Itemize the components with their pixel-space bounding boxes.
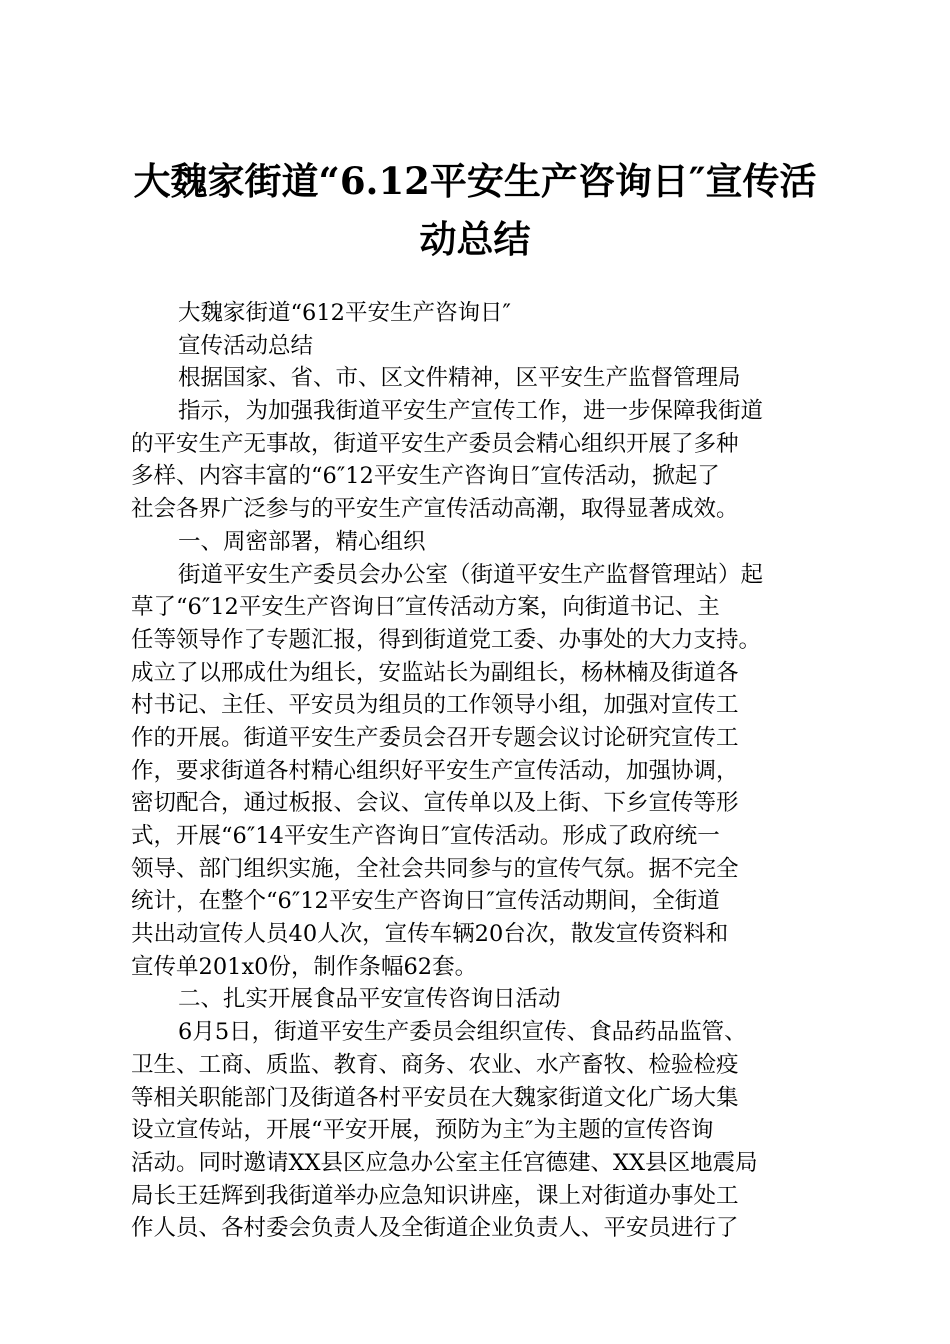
body-line: 共出动宣传人员40人次，宣传车辆20台次，散发宣传资料和 [131, 921, 729, 948]
body-line: 社会各界广泛参与的平安生产宣传活动高潮，取得显著成效。 [131, 496, 739, 523]
body-line: 活动。同时邀请XX县区应急办公室主任宫德建、XX县区地震局 [131, 1149, 758, 1176]
body-line: 密切配合，通过板报、会议、宣传单以及上街、下乡宣传等形 [131, 790, 739, 817]
document-body [131, 297, 831, 1245]
document-title [100, 152, 850, 268]
body-line: 领导、部门组织实施，全社会共同参与的宣传气氛。据不完全 [131, 855, 739, 882]
section-heading-1: 一、周密部署，精心组织 [178, 528, 426, 555]
body-line: 作人员、各村委会负责人及全街道企业负责人、平安员进行了 [131, 1215, 739, 1242]
body-line: 成立了以邢成仕为组长，安监站长为副组长，杨林楠及街道各 [131, 659, 739, 686]
body-line: 等相关职能部门及街道各村平安员在大魏家街道文化广场大集 [131, 1084, 739, 1111]
body-line: 设立宣传站，开展“平安开展，预防为主″为主题的宣传咨询 [131, 1117, 714, 1144]
body-line: 6月5日，街道平安生产委员会组织宣传、食品药品监管、 [178, 1019, 747, 1046]
body-line: 草了“6″12平安生产咨询日″宣传活动方案，向街道书记、主 [131, 594, 720, 621]
body-line: 宣传单201x0份，制作条幅62套。 [131, 953, 478, 980]
body-line: 指示，为加强我街道平安生产宣传工作，进一步保障我街道 [178, 398, 764, 425]
body-line: 作的开展。街道平安生产委员会召开专题会议讨论研究宣传工 [131, 724, 739, 751]
body-line: 根据国家、省、市、区文件精神，区平安生产监督管理局 [178, 365, 741, 392]
body-line: 统计，在整个“6″12平安生产咨询日″宣传活动期间，全街道 [131, 888, 720, 915]
body-line: 作，要求街道各村精心组织好平安生产宣传活动，加强协调， [131, 757, 739, 784]
body-line: 式，开展“6″14平安生产咨询日″宣传活动。形成了政府统一 [131, 823, 720, 849]
body-line: 局长王廷辉到我街道举办应急知识讲座，课上对街道办事处工 [131, 1182, 739, 1209]
body-line: 卫生、工商、质监、教育、商务、农业、水产畜牧、检验检疫 [131, 1051, 739, 1078]
body-line: 街道平安生产委员会办公室（街道平安生产监督管理站）起 [178, 561, 764, 588]
section-heading-2: 二、扎实开展食品平安宣传咨询日活动 [178, 986, 561, 1013]
body-line: 的平安生产无事故，街道平安生产委员会精心组织开展了多种 [131, 430, 739, 457]
body-line: 多样、内容丰富的“6″12平安生产咨询日″宣传活动，掀起了 [131, 463, 720, 490]
body-line: 大魏家街道“612平安生产咨询日″ [178, 300, 511, 326]
body-line: 宣传活动总结 [178, 332, 314, 359]
title-line-2: 动总结 [419, 217, 531, 261]
body-line: 村书记、主任、平安员为组员的工作领导小组，加强对宣传工 [131, 692, 739, 719]
title-line-1: 大魏家街道“6.12平安生产咨询日″宣传活 [133, 159, 817, 203]
body-line: 任等领导作了专题汇报，得到街道党工委、办事处的大力支持。 [131, 626, 762, 653]
